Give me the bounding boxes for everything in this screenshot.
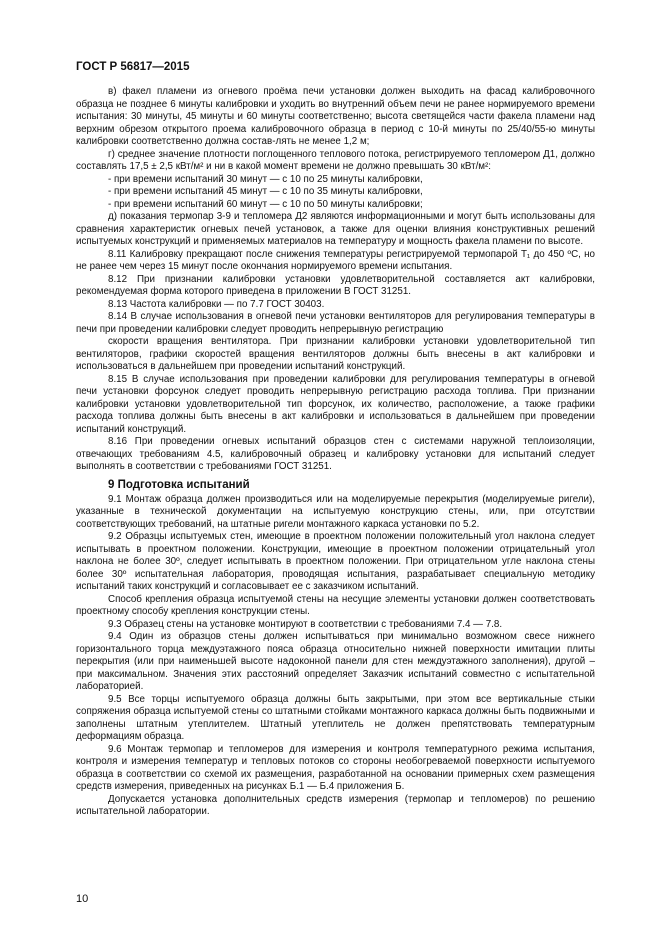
paragraph: 9.2 Образцы испытуемых стен, имеющие в проектном положении положительный угол наклона следует испытывать в проектном положении. Конструкции, имеющие в проектном положении отрицательный угол наклона не более 30º, следует испытывать в проектном положении. При отрицательном угле наклона стены более 30º испытательная лаборатория, проводящая испытания, разрабатывает специальную методику испытаний таких конструкций и согласовывает ее с заказчиком испытаний. — [76, 531, 595, 592]
paragraph: 9.6 Монтаж термопар и тепломеров для измерения и контроля температурного режима испытания, контроля и измерения температур и тепловых потоков со стороны необогреваемой поверхности испытуемого образца в соответствии со схемой их размещения, разработанной на основании примерных схем размещения средств измерения, приведенных на рисунках Б.1 — Б.4 приложения Б. — [76, 743, 595, 792]
page-number: 10 — [76, 893, 89, 905]
section-heading: 9 Подготовка испытаний — [108, 478, 250, 491]
paragraph: 8.14 В случае использования в огневой печи установки вентиляторов для регулирования температуры в печи при проведении калибровки следует проводить непрерывную регистрацию — [76, 311, 595, 335]
paragraph: 8.11 Калибровку прекращают после снижения температуры регистрируемой термопарой Т₁ до 450 ºС, но не ранее чем через 15 минут после окончания нормируемого времени испытания. — [76, 248, 595, 272]
paragraph: д) показания термопар 3-9 и тепломера Д2 являются информационными и могут быть использованы для сравнения характеристик огневых печей установок, а также для оценки влияния конструктивных решений испытуемых конструкций и применяемых материалов на температуру и мощность факела пламени по высоте. — [76, 211, 595, 247]
paragraph: 9.4 Один из образцов стены должен испытываться при минимально возможном свесе нижнего горизонтального торца междуэтажного пояса образца относительно нижней поверхности имитации плиты перекрытия (или при наименьшей высоте надоконной панели для стен междуэтажного заполнения), другой – при максимальном. Значения этих расстояний определяет Заказчик испытаний совместно с испытательной лабораторией. — [76, 631, 595, 692]
paragraph: в) факел пламени из огневого проёма печи установки должен выходить на фасад калибровочного образца не позднее 6 минуты калибровки и уходить во внутренний объем печи не ранее нормируемого времени испытания: 30 минуты, 45 минуты и 60 минуты соответственно; высота светящейся части факела пламени над верхним обрезом открытого проема калибровочного образца в период с 10-й минуты по 25/40/55-ю минуты калибровки соответственно должна состав-лять не менее 1,2 м; — [76, 86, 595, 147]
list-item: - при времени испытаний 60 минут — с 10 по 50 минуты калибровки; — [108, 198, 423, 210]
paragraph: 9.3 Образец стены на установке монтируют в соответствии с требованиями 7.4 — 7.8. — [108, 618, 503, 630]
paragraph: 9.1 Монтаж образца должен производиться или на моделируемые перекрытия (моделируемые ригели), указанные в технической документации на испытуемую конструкцию стены, или, при отсутствии соответствующих требований, на штатные ригели монтажного каркаса установки по 5.2. — [76, 493, 595, 530]
paragraph: Способ крепления образца испытуемой стены на несущие элементы установки должен соответствовать проектному способу крепления конструкции стены. — [76, 593, 595, 617]
list-item: - при времени испытаний 30 минут — с 10 по 25 минуты калибровки, — [108, 173, 423, 185]
paragraph: скорости вращения вентилятора. При признании калибровки установки удовлетворительной тип вентиляторов, графики скоростей вращения вентиляторов должны быть внесены в акт калибровки и использоваться в дальнейшем при проведении испытаний конструкций. — [76, 336, 595, 372]
document-body — [76, 86, 595, 819]
paragraph: 8.12 При признании калибровки установки удовлетворительной составляется акт калибровки, рекомендуемая форма которого приведена в приложении В ГОСТ 31251. — [76, 273, 595, 297]
paragraph: 8.16 При проведении огневых испытаний образцов стен с системами наружной теплоизоляции, отвечающих требованиям 4.5, калибровочный образец и калибровку установки для испытаний следует выполнять в соответствии с требованиями ГОСТ 31251. — [76, 436, 595, 472]
document-header: ГОСТ Р 56817—2015 — [76, 61, 190, 73]
paragraph: Допускается установка дополнительных средств измерения (термопар и тепломеров) по решению испытательной лаборатории. — [76, 793, 595, 817]
paragraph: г) среднее значение плотности поглощенного теплового потока, регистрируемого тепломером Д1, должно составлять 17,5 ± 2,5 кВт/м² и ни в какой момент времени не должно превышать 30 кВт/м²: — [76, 148, 595, 172]
paragraph: 8.15 В случае использования при проведении калибровки для регулирования температуры в огневой печи установки форсунок следует проводить непрерывную регистрацию расхода топлива. При признании калибровки установки удовлетворительной тип форсунок, их количество, расположение, а также графики расхода топлива должны быть внесены в акт калибровки и использоваться в дальнейшем при проведении испытаний конструкций. — [76, 373, 595, 435]
list-item: - при времени испытаний 45 минут — с 10 по 35 минуты калибровки, — [108, 186, 423, 197]
paragraph: 8.13 Частота калибровки — по 7.7 ГОСТ 30403. — [108, 298, 325, 310]
paragraph: 9.5 Все торцы испытуемого образца должны быть закрытыми, при этом все вертикальные стыки сопряжения образца испытуемой стены со штатными стойками монтажного каркаса должны быть подвижными и заполнены штатным утеплителем. Штатный утеплитель не должен препятствовать температурным деформациям образца. — [76, 693, 595, 742]
